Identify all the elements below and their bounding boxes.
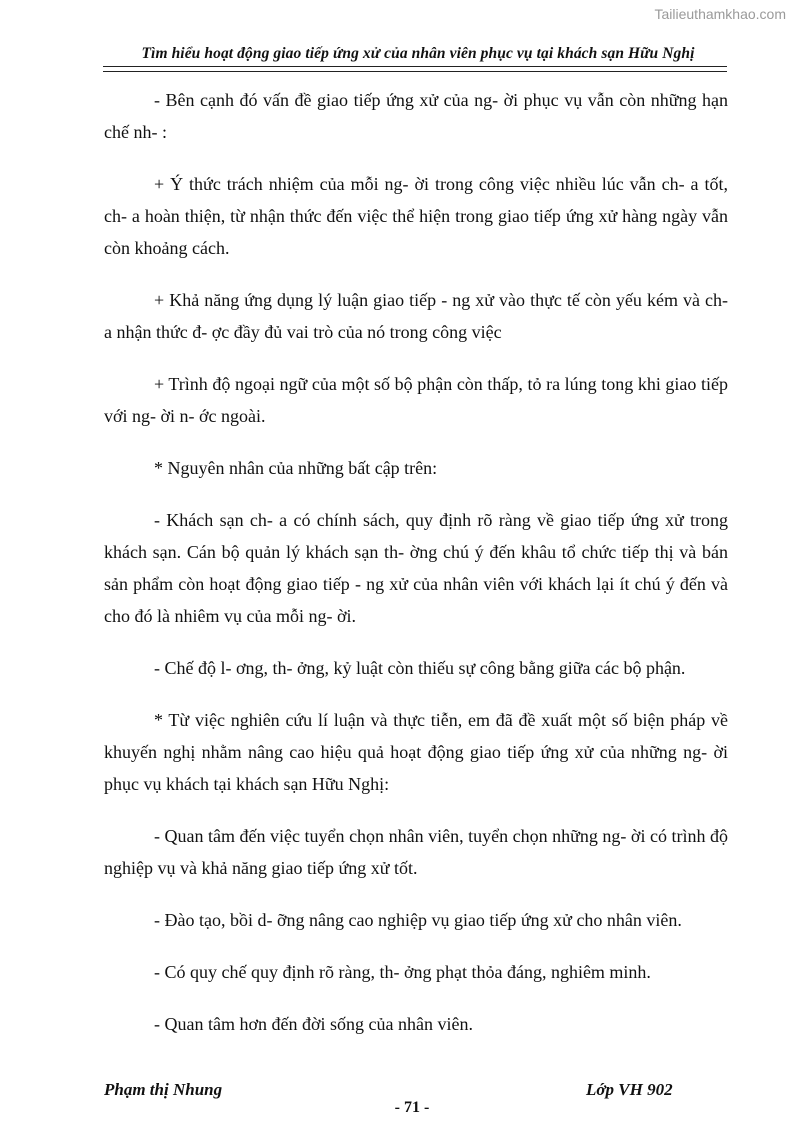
document-body <box>104 84 728 1040</box>
body-paragraph: - Chế độ l- ơng, th- ởng, kỷ luật còn thiếu sự công bằng giữa các bộ phận. <box>154 658 686 678</box>
body-paragraph: + Ý thức trách nhiệm của mỗi ng- ời trong công việc nhiều lúc vẫn ch- a tốt, ch- a hoàn thiện, từ nhận thức đến việc thể hiện trong giao tiếp ứng xử hàng ngày vẫn còn khoảng cách. <box>104 174 728 258</box>
page-number: - 71 - <box>394 1099 430 1116</box>
body-paragraph: - Quan tâm hơn đến đời sống của nhân viên. <box>154 1014 473 1034</box>
body-paragraph: - Đào tạo, bồi d- ỡng nâng cao nghiệp vụ giao tiếp ứng xử cho nhân viên. <box>154 910 682 930</box>
body-paragraph: - Khách sạn ch- a có chính sách, quy định rõ ràng về giao tiếp ứng xử trong khách sạn. Cán bộ quản lý khách sạn th- ờng chú ý đến khâu tổ chức tiếp thị và bán sản phẩm còn hoạt động giao tiếp - ng xử của nhân viên với khách lại ít chú ý đến và cho đó là nhiêm vụ của mỗi ng- ời. <box>104 510 728 626</box>
running-header-title: Tìm hiểu hoạt động giao tiếp ứng xử của nhân viên phục vụ tại khách sạn Hữu Nghị <box>141 45 695 62</box>
body-paragraph: * Từ việc nghiên cứu lí luận và thực tiễn, em đã đề xuất một số biện pháp về khuyến nghị nhằm nâng cao hiệu quả hoạt động giao tiếp ứng xử của những ng- ời phục vụ khách tại khách sạn Hữu Nghị: <box>104 710 728 794</box>
header-divider <box>103 66 727 72</box>
body-paragraph: * Nguyên nhân của những bất cập trên: <box>154 458 438 478</box>
footer-author: Phạm thị Nhung <box>104 1080 223 1099</box>
body-paragraph: - Bên cạnh đó vấn đề giao tiếp ứng xử của ng- ời phục vụ vẫn còn những hạn chế nh- : <box>104 90 728 142</box>
footer-class-label: Lớp VH 902 <box>586 1080 673 1099</box>
body-paragraph: - Quan tâm đến việc tuyển chọn nhân viên, tuyển chọn những ng- ời có trình độ nghiệp vụ và khả năng giao tiếp ứng xử tốt. <box>104 826 728 878</box>
body-paragraph: + Khả năng ứng dụng lý luận giao tiếp - ng xử vào thực tế còn yếu kém và ch- a nhận thức đ- ợc đầy đủ vai trò của nó trong công việc <box>104 290 728 342</box>
watermark: Tailieuthamkhao.com <box>654 6 786 22</box>
body-paragraph: - Có quy chế quy định rõ ràng, th- ởng phạt thỏa đáng, nghiêm minh. <box>154 962 651 982</box>
body-paragraph: + Trình độ ngoại ngữ của một số bộ phận còn thấp, tỏ ra lúng tong khi giao tiếp với ng- ời n- ớc ngoài. <box>104 374 728 426</box>
